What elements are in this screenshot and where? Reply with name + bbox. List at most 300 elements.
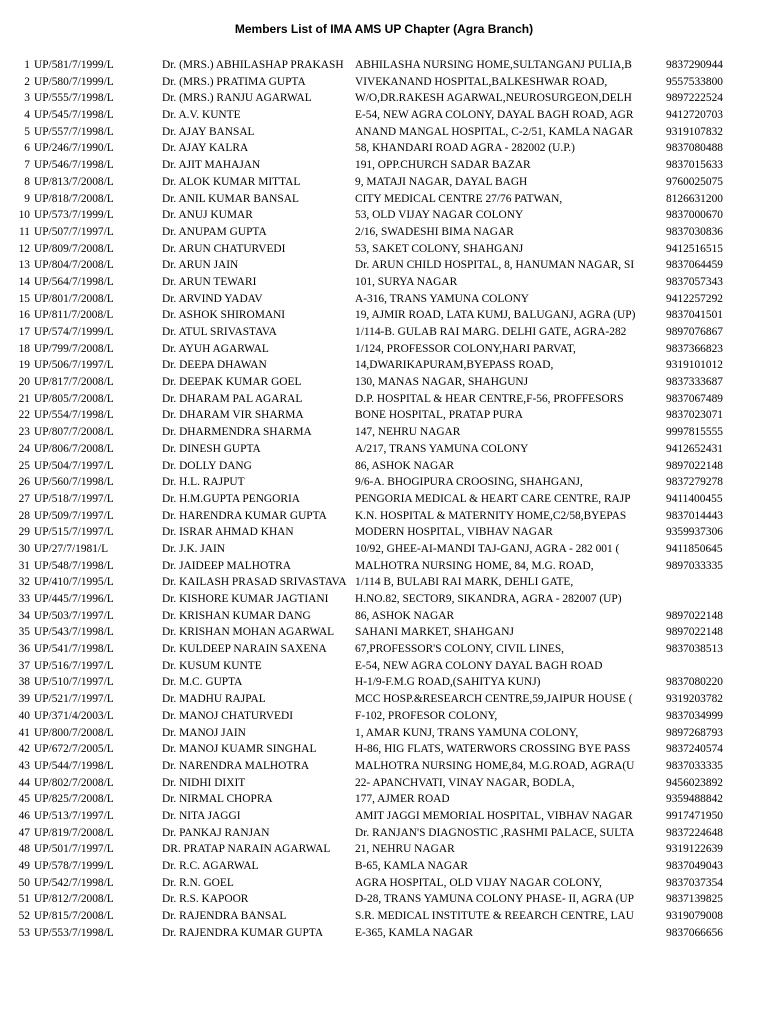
table-row (0, 441, 768, 458)
registration-number: UP/802/7/2008/L (34, 776, 114, 789)
registration-number: UP/804/7/2008/L (34, 259, 114, 272)
member-number: 50 (18, 876, 30, 889)
member-number: 19 (18, 359, 30, 372)
member-address: W/O,DR.RAKESH AGARWAL,NEUROSURGEON,DELH (355, 92, 632, 105)
table-row (0, 124, 768, 141)
member-name: Dr. KRISHAN MOHAN AGARWAL (162, 626, 335, 639)
member-number: 20 (18, 376, 30, 389)
table-row (0, 458, 768, 475)
member-phone: 9837057343 (666, 275, 723, 288)
registration-number: UP/27/7/1981/L (34, 542, 109, 555)
table-row (0, 708, 768, 725)
registration-number: UP/813/7/2008/L (34, 175, 114, 188)
member-name: Dr. H.L. RAJPUT (162, 476, 245, 489)
member-address: H-86, HIG FLATS, WATERWORS CROSSING BYE PASS (355, 743, 631, 756)
member-name: Dr. DINESH GUPTA (162, 442, 261, 455)
member-phone: 9319203782 (666, 693, 723, 706)
registration-number: UP/809/7/2008/L (34, 242, 114, 255)
table-row (0, 791, 768, 808)
member-phone: 9837066656 (666, 926, 723, 939)
member-phone: 9837015633 (666, 159, 723, 172)
registration-number: UP/510/7/1997/L (34, 676, 114, 689)
table-row (0, 407, 768, 424)
member-address: VIVEKANAND HOSPITAL,BALKESHWAR ROAD, (355, 75, 608, 88)
registration-number: UP/506/7/1997/L (34, 359, 114, 372)
table-row (0, 725, 768, 742)
member-address: D.P. HOSPITAL & HEAR CENTRE,F-56, PROFFESORS (355, 392, 624, 405)
member-number: 6 (24, 142, 30, 155)
table-row (0, 825, 768, 842)
member-number: 3 (24, 92, 30, 105)
member-number: 37 (18, 659, 30, 672)
member-name: Dr. NIRMAL CHOPRA (162, 793, 273, 806)
member-name: Dr. ATUL SRIVASTAVA (162, 326, 277, 338)
registration-number: UP/553/7/1998/L (34, 926, 114, 939)
member-name: Dr. KULDEEP NARAIN SAXENA (162, 643, 327, 656)
registration-number: UP/513/7/1997/L (34, 809, 114, 822)
member-number: 11 (19, 225, 30, 238)
registration-number: UP/554/7/1998/L (34, 409, 114, 422)
member-address: 19, AJMIR ROAD, LATA KUMJ, BALUGANJ, AGRA (UP) (355, 309, 636, 322)
member-phone: 9997815555 (666, 426, 723, 439)
member-name: Dr. KISHORE KUMAR JAGTIANI (162, 593, 329, 605)
member-phone: 9837290944 (666, 59, 723, 71)
member-name: Dr. ANUPAM GUPTA (162, 225, 267, 238)
table-row (0, 491, 768, 508)
member-address: CITY MEDICAL CENTRE 27/76 PATWAN, (355, 192, 563, 205)
registration-number: UP/541/7/1998/L (34, 643, 114, 656)
member-name: Dr. (MRS.) PRATIMA GUPTA (162, 75, 306, 88)
member-address: 21, NEHRU NAGAR (355, 843, 455, 856)
member-name: Dr. NIDHI DIXIT (162, 776, 246, 789)
member-name: Dr. ARUN TEWARI (162, 275, 257, 288)
registration-number: UP/812/7/2008/L (34, 893, 114, 906)
registration-number: UP/799/7/2008/L (34, 342, 114, 355)
member-number: 21 (18, 392, 30, 405)
member-name: Dr. ALOK KUMAR MITTAL (162, 175, 301, 188)
member-address: 101, SURYA NAGAR (355, 275, 458, 288)
member-name: Dr. KAILASH PRASAD SRIVASTAVA (162, 576, 347, 589)
member-phone: 9412257292 (666, 292, 723, 305)
member-address: 9, MATAJI NAGAR, DAYAL BAGH (355, 175, 528, 188)
member-phone: 9412516515 (666, 242, 723, 255)
member-address: SAHANI MARKET, SHAHGANJ (355, 626, 514, 639)
table-row (0, 858, 768, 875)
registration-number: UP/574/7/1999/L (34, 326, 114, 338)
member-number: 16 (18, 309, 30, 322)
registration-number: UP/800/7/2008/L (34, 726, 114, 739)
registration-number: UP/544/7/1998/L (34, 759, 114, 772)
table-row (0, 207, 768, 224)
member-address: B-65, KAMLA NAGAR (355, 860, 468, 872)
member-name: Dr. NITA JAGGI (162, 809, 241, 822)
registration-number: UP/246/7/1990/L (34, 142, 114, 155)
member-number: 26 (18, 476, 30, 489)
member-phone: 9319107832 (666, 125, 723, 138)
member-name: Dr. DHARAM VIR SHARMA (162, 409, 304, 422)
member-number: 53 (18, 926, 30, 939)
member-name: Dr. ANUJ KUMAR (162, 209, 253, 222)
member-phone: 9897222524 (666, 92, 723, 105)
member-phone: 9837014443 (666, 509, 723, 522)
member-number: 39 (18, 693, 30, 706)
member-address: H-1/9-F.M.G ROAD,(SAHITYA KUNJ) (355, 676, 541, 689)
table-row (0, 391, 768, 408)
member-address: 1/114-B. GULAB RAI MARG. DELHI GATE, AGRA-282 (355, 326, 627, 338)
table-row (0, 574, 768, 591)
member-phone: 9897022148 (666, 626, 723, 639)
member-number: 36 (18, 643, 30, 656)
table-row (0, 90, 768, 107)
registration-number: UP/445/7/1996/L (34, 593, 114, 605)
member-number: 42 (18, 743, 30, 756)
registration-number: UP/501/7/1997/L (34, 843, 114, 856)
table-row (0, 107, 768, 124)
registration-number: UP/573/7/1999/L (34, 209, 114, 222)
registration-number: UP/811/7/2008/L (34, 309, 114, 322)
member-address: E-365, KAMLA NAGAR (355, 926, 474, 939)
member-address: 2/16, SWADESHI BIMA NAGAR (355, 225, 514, 238)
member-address: ABHILASHA NURSING HOME,SULTANGANJ PULIA,B (355, 59, 632, 71)
member-name: Dr. (MRS.) ABHILASHAP PRAKASH (162, 59, 344, 71)
member-name: Dr. R.S. KAPOOR (162, 893, 249, 906)
members-table (0, 57, 768, 941)
member-address: PENGORIA MEDICAL & HEART CARE CENTRE, RAJP (355, 492, 631, 505)
registration-number: UP/817/7/2008/L (34, 376, 114, 389)
member-address: 9/6-A. BHOGIPURA CROOSING, SHAHGANJ, (355, 476, 583, 489)
member-name: Dr. MANOJ KUAMR SINGHAL (162, 743, 317, 756)
member-number: 13 (18, 259, 30, 272)
table-row (0, 841, 768, 858)
registration-number: UP/672/7/2005/L (34, 743, 114, 756)
table-row (0, 140, 768, 157)
table-row (0, 57, 768, 74)
registration-number: UP/371/4/2003/L (34, 709, 114, 722)
member-name: Dr. PANKAJ RANJAN (162, 826, 270, 839)
member-number: 29 (18, 526, 30, 539)
member-address: 67,PROFESSOR'S COLONY, CIVIL LINES, (355, 643, 565, 656)
member-phone: 9897033335 (666, 559, 723, 572)
table-row (0, 424, 768, 441)
member-name: Dr. ISRAR AHMAD KHAN (162, 526, 294, 539)
registration-number: UP/578/7/1999/L (34, 860, 114, 872)
table-row (0, 591, 768, 608)
member-name: Dr. (MRS.) RANJU AGARWAL (162, 92, 312, 105)
table-row (0, 241, 768, 258)
member-phone: 9917471950 (666, 809, 723, 822)
registration-number: UP/555/7/1998/L (34, 92, 114, 105)
member-name: Dr. ARUN CHATURVEDI (162, 242, 286, 255)
member-phone: 9837023071 (666, 409, 723, 422)
table-row (0, 257, 768, 274)
member-number: 40 (18, 709, 30, 722)
member-address: E-54, NEW AGRA COLONY DAYAL BAGH ROAD (355, 659, 603, 672)
table-row (0, 157, 768, 174)
registration-number: UP/806/7/2008/L (34, 442, 114, 455)
member-phone: 9837067489 (666, 392, 723, 405)
registration-number: UP/545/7/1998/L (34, 109, 114, 122)
table-row (0, 624, 768, 641)
member-address: 10/92, GHEE-AI-MANDI TAJ-GANJ, AGRA - 282 001 ( (355, 542, 620, 555)
registration-number: UP/516/7/1997/L (34, 659, 114, 672)
member-phone: 9411400455 (666, 492, 723, 505)
registration-number: UP/825/7/2008/L (34, 793, 114, 806)
member-phone: 9837041501 (666, 309, 723, 322)
registration-number: UP/504/7/1997/L (34, 459, 114, 472)
registration-number: UP/509/7/1997/L (34, 509, 114, 522)
registration-number: UP/543/7/1998/L (34, 626, 114, 639)
member-name: Dr. ASHOK SHIROMANI (162, 309, 286, 322)
member-address: A/217, TRANS YAMUNA COLONY (355, 442, 529, 455)
member-address: 86, ASHOK NAGAR (355, 459, 455, 472)
registration-number: UP/503/7/1997/L (34, 609, 114, 622)
table-row (0, 891, 768, 908)
member-name: Dr. R.N. GOEL (162, 876, 234, 889)
member-address: AMIT JAGGI MEMORIAL HOSPITAL, VIBHAV NAGAR (355, 809, 633, 822)
member-phone: 9837034999 (666, 709, 723, 722)
registration-number: UP/521/7/1997/L (34, 693, 114, 706)
member-number: 51 (18, 893, 30, 906)
member-address: 53, OLD VIJAY NAGAR COLONY (355, 209, 524, 222)
table-row (0, 74, 768, 91)
registration-number: UP/581/7/1999/L (34, 59, 114, 71)
table-row (0, 191, 768, 208)
member-phone: 9837037354 (666, 876, 723, 889)
registration-number: UP/580/7/1999/L (34, 75, 114, 88)
member-address: D-28, TRANS YAMUNA COLONY PHASE- II, AGRA (UP (355, 893, 634, 906)
member-phone: 9897022148 (666, 459, 723, 472)
table-row (0, 374, 768, 391)
member-number: 10 (18, 209, 30, 222)
member-name: Dr. RAJENDRA KUMAR GUPTA (162, 926, 324, 939)
member-number: 27 (18, 492, 30, 505)
member-phone: 9557533800 (666, 75, 723, 88)
member-name: Dr. ARUN JAIN (162, 259, 239, 272)
table-row (0, 341, 768, 358)
member-name: Dr. AYUH AGARWAL (162, 342, 269, 355)
registration-number: UP/801/7/2008/L (34, 292, 114, 305)
page-title: Members List of IMA AMS UP Chapter (Agra Branch) (234, 22, 534, 36)
table-row (0, 925, 768, 942)
member-number: 7 (24, 159, 30, 172)
member-phone: 9837038513 (666, 643, 723, 656)
member-address: BONE HOSPITAL, PRATAP PURA (355, 409, 524, 422)
table-row (0, 641, 768, 658)
member-name: Dr. DEEPAK KUMAR GOEL (162, 376, 302, 389)
member-phone: 9837064459 (666, 259, 723, 272)
member-phone: 9837240574 (666, 743, 723, 756)
member-name: Dr. DHARAM PAL AGARAL (162, 392, 303, 405)
member-number: 12 (18, 242, 30, 255)
member-name: Dr. J.K. JAIN (162, 542, 225, 555)
member-name: DR. PRATAP NARAIN AGARWAL (162, 843, 331, 856)
table-row (0, 658, 768, 675)
member-address: MODERN HOSPITAL, VIBHAV NAGAR (355, 526, 553, 539)
member-name: Dr. M.C. GUPTA (162, 676, 243, 689)
member-number: 9 (24, 192, 30, 205)
registration-number: UP/542/7/1998/L (34, 876, 114, 889)
member-number: 32 (18, 576, 30, 589)
member-name: Dr. NARENDRA MALHOTRA (162, 759, 310, 772)
table-row (0, 875, 768, 892)
member-phone: 9359488842 (666, 793, 723, 806)
member-phone: 9837080488 (666, 142, 723, 155)
member-address: Dr. RANJAN'S DIAGNOSTIC ,RASHMI PALACE, SULTA (355, 826, 635, 839)
table-row (0, 608, 768, 625)
member-phone: 9412720703 (666, 109, 723, 122)
member-phone: 9319122639 (666, 843, 723, 856)
registration-number: UP/548/7/1998/L (34, 559, 114, 572)
registration-number: UP/557/7/1998/L (34, 125, 114, 138)
member-address: 177, AJMER ROAD (355, 793, 450, 806)
table-row (0, 775, 768, 792)
member-number: 5 (24, 125, 30, 138)
member-address: AGRA HOSPITAL, OLD VIJAY NAGAR COLONY, (355, 876, 602, 889)
member-address: 130, MANAS NAGAR, SHAHGUNJ (355, 376, 529, 389)
member-address: A-316, TRANS YAMUNA COLONY (355, 292, 530, 305)
table-row (0, 741, 768, 758)
registration-number: UP/515/7/1997/L (34, 526, 114, 539)
member-name: Dr. R.C. AGARWAL (162, 860, 259, 872)
registration-number: UP/807/7/2008/L (34, 426, 114, 439)
member-name: Dr. KRISHAN KUMAR DANG (162, 609, 311, 622)
member-number: 38 (18, 676, 30, 689)
member-name: Dr. ARVIND YADAV (162, 292, 263, 305)
member-address: Dr. ARUN CHILD HOSPITAL, 8, HANUMAN NAGAR, SI (355, 259, 635, 272)
member-address: 22- APANCHVATI, VINAY NAGAR, BODLA, (355, 776, 575, 789)
member-address: MCC HOSP.&RESEARCH CENTRE,59,JAIPUR HOUSE ( (355, 693, 633, 706)
table-row (0, 524, 768, 541)
member-address: 147, NEHRU NAGAR (355, 426, 461, 439)
member-address: 1/124, PROFESSOR COLONY,HARI PARVAT, (355, 342, 576, 355)
registration-number: UP/815/7/2008/L (34, 910, 114, 923)
registration-number: UP/518/7/1997/L (34, 492, 114, 505)
table-row (0, 908, 768, 925)
member-name: Dr. AJAY KALRA (162, 142, 249, 155)
registration-number: UP/805/7/2008/L (34, 392, 114, 405)
member-name: Dr. JAIDEEP MALHOTRA (162, 559, 291, 572)
member-phone: 9837080220 (666, 676, 723, 689)
member-number: 47 (18, 826, 30, 839)
member-phone: 9837333687 (666, 376, 723, 389)
member-phone: 9897076867 (666, 326, 723, 338)
member-name: Dr. RAJENDRA BANSAL (162, 910, 287, 923)
member-number: 14 (18, 275, 30, 288)
member-name: Dr. KUSUM KUNTE (162, 659, 262, 672)
member-address: ANAND MANGAL HOSPITAL, C-2/51, KAMLA NAGAR (355, 125, 634, 138)
member-phone: 9319101012 (666, 359, 723, 372)
member-address: 53, SAKET COLONY, SHAHGANJ (355, 242, 524, 255)
registration-number: UP/818/7/2008/L (34, 192, 114, 205)
member-address: 1, AMAR KUNJ, TRANS YAMUNA COLONY, (355, 726, 579, 739)
member-phone: 9411850645 (666, 542, 723, 555)
member-phone: 9760025075 (666, 175, 723, 188)
member-phone: 9359937306 (666, 526, 723, 539)
member-number: 34 (18, 609, 30, 622)
member-name: Dr. MADHU RAJPAL (162, 693, 266, 706)
table-row (0, 674, 768, 691)
member-phone: 8126631200 (666, 192, 723, 205)
member-number: 18 (18, 342, 30, 355)
member-number: 2 (24, 75, 30, 88)
member-address: F-102, PROFESOR COLONY, (355, 709, 498, 722)
member-phone: 9837224648 (666, 826, 723, 839)
member-address: H.NO.82, SECTOR9, SIKANDRA, AGRA - 282007 (UP) (355, 593, 622, 605)
table-row (0, 691, 768, 708)
member-number: 35 (18, 626, 30, 639)
member-number: 46 (18, 809, 30, 822)
member-address: 14,DWARIKAPURAM,BYEPASS ROAD, (355, 359, 554, 372)
member-number: 15 (18, 292, 30, 305)
member-name: Dr. MANOJ CHATURVEDI (162, 709, 294, 722)
member-number: 49 (18, 860, 30, 872)
table-row (0, 758, 768, 775)
member-number: 22 (18, 409, 30, 422)
member-address: MALHOTRA NURSING HOME,84, M.G.ROAD, AGRA(U (355, 759, 635, 772)
member-phone: 9837030836 (666, 225, 723, 238)
table-row (0, 808, 768, 825)
member-number: 4 (24, 109, 30, 122)
member-number: 33 (18, 593, 30, 605)
table-row (0, 558, 768, 575)
registration-number: UP/546/7/1998/L (34, 159, 114, 172)
member-name: Dr. DOLLY DANG (162, 459, 252, 472)
member-address: MALHOTRA NURSING HOME, 84, M.G. ROAD, (355, 559, 594, 572)
registration-number: UP/564/7/1998/L (34, 275, 114, 288)
member-number: 24 (18, 442, 30, 455)
member-address: K.N. HOSPITAL & MATERNITY HOME,C2/58,BYEPAS (355, 509, 627, 522)
member-number: 17 (18, 326, 30, 338)
table-row (0, 307, 768, 324)
member-name: Dr. HARENDRA KUMAR GUPTA (162, 509, 327, 522)
member-number: 52 (18, 910, 30, 923)
member-name: Dr. DHARMENDRA SHARMA (162, 426, 312, 439)
table-row (0, 174, 768, 191)
table-row (0, 357, 768, 374)
table-row (0, 508, 768, 525)
member-number: 23 (18, 426, 30, 439)
registration-number: UP/819/7/2008/L (34, 826, 114, 839)
member-number: 48 (18, 843, 30, 856)
member-name: Dr. ANIL KUMAR BANSAL (162, 192, 299, 205)
member-name: Dr. DEEPA DHAWAN (162, 359, 267, 372)
table-row (0, 274, 768, 291)
member-address: 191, OPP.CHURCH SADAR BAZAR (355, 159, 531, 172)
member-number: 45 (18, 793, 30, 806)
member-name: Dr. A.V. KUNTE (162, 109, 241, 122)
member-address: 86, ASHOK NAGAR (355, 609, 455, 622)
member-number: 43 (18, 759, 30, 772)
member-phone: 9319079008 (666, 910, 723, 923)
table-row (0, 324, 768, 341)
member-name: Dr. AJAY BANSAL (162, 125, 255, 138)
member-number: 30 (18, 542, 30, 555)
member-name: Dr. MANOJ JAIN (162, 726, 246, 739)
member-number: 41 (18, 726, 30, 739)
table-row (0, 224, 768, 241)
table-row (0, 474, 768, 491)
member-address: 1/114 B, BULABI RAI MARK, DEHLI GATE, (355, 576, 574, 589)
member-phone: 9837279278 (666, 476, 723, 489)
member-number: 28 (18, 509, 30, 522)
member-phone: 9837049043 (666, 860, 723, 872)
registration-number: UP/507/7/1997/L (34, 225, 114, 238)
registration-number: UP/410/7/1995/L (34, 576, 114, 589)
member-address: S.R. MEDICAL INSTITUTE & REEARCH CENTRE, LAU (355, 910, 634, 923)
table-row (0, 541, 768, 558)
member-phone: 9837033335 (666, 759, 723, 772)
member-phone: 9897022148 (666, 609, 723, 622)
